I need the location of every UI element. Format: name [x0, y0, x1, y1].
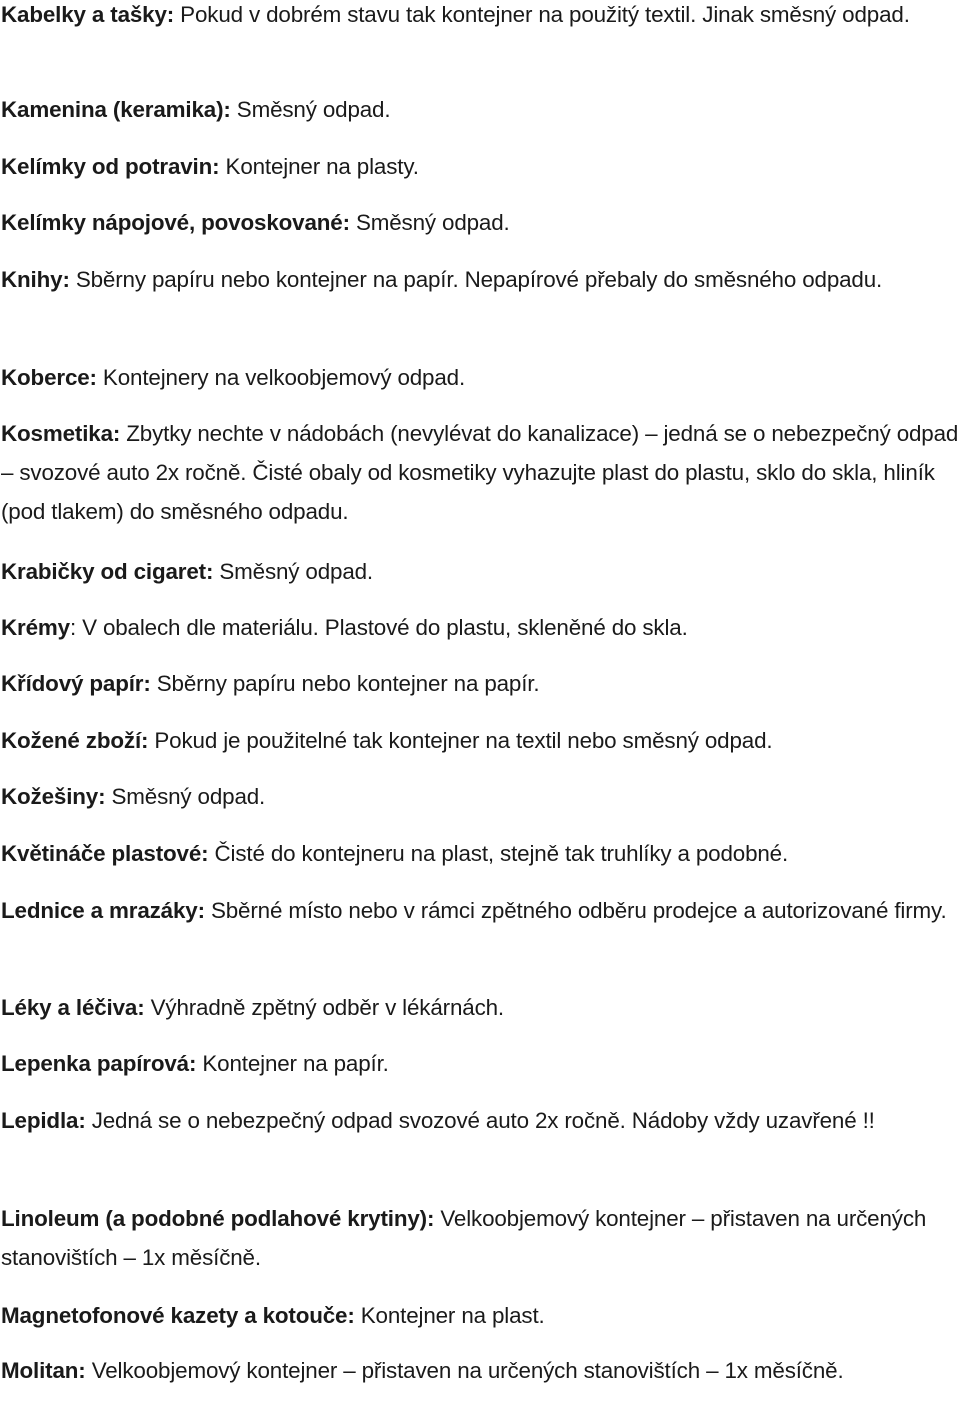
- entry-kozesiny: [1, 777, 960, 816]
- entry-koberce: [1, 358, 960, 397]
- entry-kosmetika: [1, 414, 960, 531]
- entry-kamenina: [1, 90, 960, 129]
- entry-kelimky-napojove: [1, 203, 960, 242]
- entry-kabelky-a-tasky: [1, 0, 960, 34]
- entry-text: Kontejnery na velkoobjemový odpad.: [96, 365, 466, 390]
- entry-text: Směsný odpad.: [105, 784, 266, 809]
- entry-lepenka-papirova: [1, 1044, 960, 1083]
- entry-kridovy-papir: [1, 664, 960, 703]
- entry-kremy: [1, 608, 960, 647]
- entry-text: Pokud je použitelné tak kontejner na textil nebo směsný odpad.: [148, 728, 773, 753]
- entry-molitan: [1, 1351, 960, 1390]
- entry-text: Sběrny papíru nebo kontejner na papír.: [150, 671, 540, 696]
- entry-kozene-zbozi: [1, 721, 960, 760]
- entry-term: Magnetofonové kazety a kotouče:: [1, 1303, 355, 1328]
- entry-term: Krémy: [1, 615, 70, 640]
- entry-text: Jedná se o nebezpečný odpad svozové auto 2x ročně. Nádoby vždy uzavřené !!: [85, 1108, 875, 1133]
- entry-term: Koberce:: [1, 365, 97, 390]
- entry-term: Křídový papír:: [1, 671, 151, 696]
- entry-kelimky-od-potravin: [1, 147, 960, 186]
- entry-text: Sběrny papíru nebo kontejner na papír. Nepapírové přebaly do směsného odpadu.: [69, 267, 883, 292]
- entry-term: Kamenina (keramika):: [1, 97, 231, 122]
- entry-text: Velkoobjemový kontejner – přistaven na určených stanovištích – 1x měsíčně.: [85, 1358, 844, 1383]
- entry-term: Kožené zboží:: [1, 728, 149, 753]
- entry-magnetofonove-kazety: [1, 1296, 960, 1335]
- entry-leky-a-leciva: [1, 988, 960, 1027]
- entry-term: Kelímky od potravin:: [1, 154, 220, 179]
- entry-term: Kelímky nápojové, povoskované:: [1, 210, 350, 235]
- entry-term: Kabelky a tašky:: [1, 2, 175, 27]
- entry-text: Sběrné místo nebo v rámci zpětného odběru prodejce a autorizované firmy.: [204, 898, 947, 923]
- entry-term: Linoleum (a podobné podlahové krytiny):: [1, 1206, 435, 1231]
- entry-term: Molitan:: [1, 1358, 86, 1383]
- entry-text: Kontejner na plast.: [354, 1303, 545, 1328]
- entry-knihy: [1, 260, 960, 299]
- entry-term: Léky a léčiva:: [1, 995, 145, 1020]
- entry-term: Lepidla:: [1, 1108, 86, 1133]
- entry-text: Výhradně zpětný odběr v lékárnách.: [144, 995, 504, 1020]
- entry-term: Lepenka papírová:: [1, 1051, 197, 1076]
- entry-lednice-a-mrazaky: [1, 891, 960, 930]
- entry-term: Krabičky od cigaret:: [1, 559, 214, 584]
- entry-text: Čisté do kontejneru na plast, stejně tak truhlíky a podobné.: [208, 841, 789, 866]
- entry-term: Květináče plastové:: [1, 841, 209, 866]
- entry-text: Směsný odpad.: [213, 559, 373, 584]
- entry-text: Kontejner na papír.: [196, 1051, 389, 1076]
- entry-term: Knihy:: [1, 267, 70, 292]
- entry-text: Směsný odpad.: [230, 97, 391, 122]
- entry-text: Pokud v dobrém stavu tak kontejner na použitý textil. Jinak směsný odpad.: [174, 2, 910, 27]
- entry-term: Lednice a mrazáky:: [1, 898, 205, 923]
- entry-text: Směsný odpad.: [349, 210, 510, 235]
- entry-text: Velkoobjemový kontejner – přistaven na určených stanovištích – 1x měsíčně.: [1, 1206, 927, 1270]
- entry-lepidla: [1, 1101, 960, 1140]
- entry-krabicky-od-cigaret: [1, 552, 960, 591]
- entry-text: Zbytky nechte v nádobách (nevylévat do kanalizace) – jedná se o nebezpečný odpad – svozové auto 2x ročně. Čisté obaly od kosmetiky vyhazujte plast do plastu, sklo do skla, hliník (pod tlakem) do směsného odpadu.: [1, 421, 959, 524]
- entry-text: : V obalech dle materiálu. Plastové do plastu, skleněné do skla.: [69, 615, 688, 640]
- entry-text: Kontejner na plasty.: [219, 154, 419, 179]
- entry-term: Kožešiny:: [1, 784, 106, 809]
- entry-term: Kosmetika:: [1, 421, 121, 446]
- entry-linoleum: [1, 1199, 960, 1277]
- entry-kvetinace-plastove: [1, 834, 960, 873]
